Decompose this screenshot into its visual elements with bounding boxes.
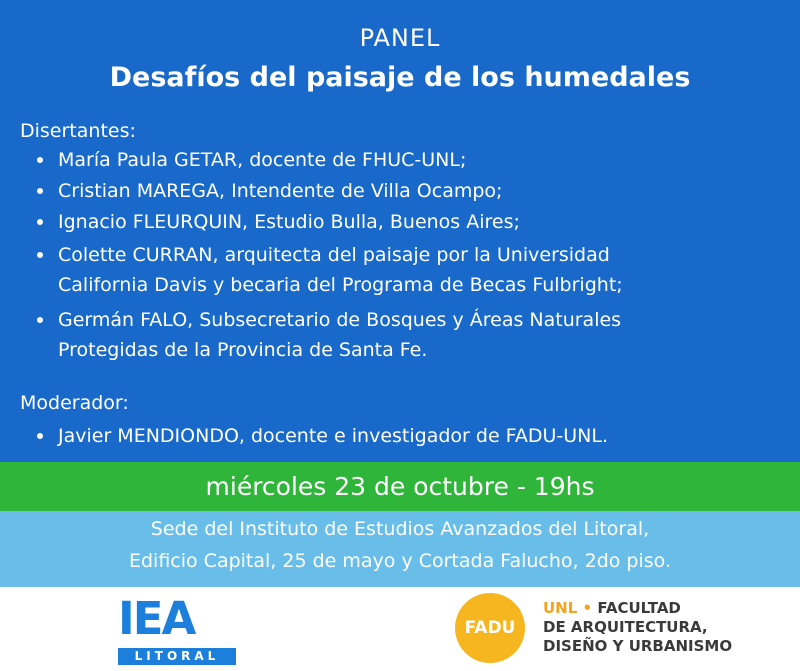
iea-logo bbox=[118, 592, 236, 663]
bullet-icon bbox=[37, 252, 43, 258]
venue-line-1: Sede del Instituto de Estudios Avanzados del Litoral, bbox=[150, 518, 650, 540]
fadu-logo-circle bbox=[455, 593, 525, 663]
list-item bbox=[58, 305, 793, 365]
page-title: Desafíos del paisaje de los humedales bbox=[109, 62, 691, 93]
unl-separator: • bbox=[582, 599, 593, 617]
speaker-line: Germán FALO, Subsecretario de Bosques y Áreas Naturales bbox=[58, 309, 622, 331]
speaker-line: California Davis y becaria del Programa de Becas Fulbright; bbox=[58, 274, 623, 296]
speaker-line: Colette CURRAN, arquitecta del paisaje por la Universidad bbox=[58, 244, 610, 266]
bullet-icon bbox=[37, 157, 43, 163]
fadu-line-2: DE ARQUITECTURA, bbox=[543, 618, 708, 636]
bullet-icon bbox=[37, 188, 43, 194]
bullet-icon bbox=[37, 317, 43, 323]
venue-line-2: Edificio Capital, 25 de mayo y Cortada Falucho, 2do piso. bbox=[128, 550, 671, 572]
list-item bbox=[58, 240, 793, 300]
speaker-line: Cristian MAREGA, Intendente de Villa Ocampo; bbox=[58, 180, 503, 202]
bullet-icon bbox=[37, 433, 43, 439]
list-item bbox=[58, 207, 793, 237]
moderator-line: Javier MENDIONDO, docente e investigador de FADU-UNL. bbox=[58, 425, 608, 447]
iea-logo-subtitle: LITORAL bbox=[118, 648, 236, 665]
fadu-line-1: FACULTAD bbox=[597, 599, 681, 617]
fadu-logo-text: FADU bbox=[464, 618, 516, 638]
list-item bbox=[58, 176, 793, 206]
panel-kicker: PANEL bbox=[359, 24, 441, 52]
event-datetime: miércoles 23 de octubre - 19hs bbox=[205, 472, 595, 501]
fadu-logo-caption bbox=[543, 599, 732, 656]
venue-banner bbox=[0, 511, 800, 587]
speakers-label: Disertantes: bbox=[20, 120, 136, 142]
moderator-label: Moderador: bbox=[20, 392, 129, 414]
fadu-line-3: DISEÑO Y URBANISMO bbox=[543, 637, 733, 655]
bullet-icon bbox=[37, 219, 43, 225]
footer-logos bbox=[0, 587, 800, 671]
unl-label: UNL bbox=[543, 599, 578, 617]
speaker-line: María Paula GETAR, docente de FHUC-UNL; bbox=[58, 149, 467, 171]
list-item bbox=[58, 421, 793, 451]
iea-logo-text: IEA bbox=[118, 592, 195, 645]
speaker-line: Protegidas de la Provincia de Santa Fe. bbox=[58, 339, 428, 361]
speaker-line: Ignacio FLEURQUIN, Estudio Bulla, Buenos Aires; bbox=[58, 211, 520, 233]
list-item bbox=[58, 145, 793, 175]
event-datetime-banner bbox=[0, 462, 800, 511]
